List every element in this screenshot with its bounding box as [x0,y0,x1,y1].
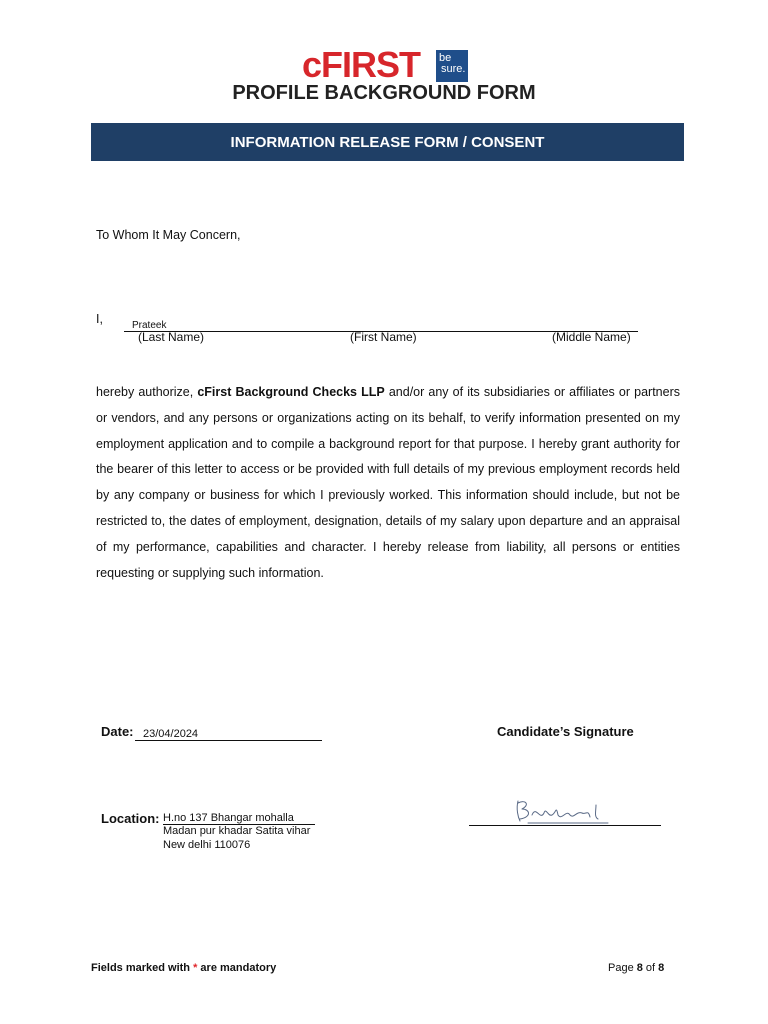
location-line-2: Madan pur khadar Satita vihar [163,825,311,837]
location-line-3: New delhi 110076 [163,839,251,851]
caption-first-name: (First Name) [350,330,417,344]
consent-prefix: hereby authorize, [96,385,198,399]
page-number [608,962,664,974]
handwritten-signature [512,795,616,827]
salutation: To Whom It May Concern, [96,228,241,242]
logo-tag [436,50,468,82]
date-label: Date: [101,724,134,739]
form-title: PROFILE BACKGROUND FORM [232,82,536,104]
banner-title: INFORMATION RELEASE FORM / CONSENT [230,133,545,151]
mandatory-asterisk: * [193,962,198,974]
page-current: 8 [636,962,643,974]
company-name: cFirst Background Checks LLP [197,385,385,399]
pronoun: I, [96,312,103,326]
logo-tag-line1: be [439,52,452,64]
page-total: 8 [658,962,665,974]
footer-note-text: Fields marked with [91,962,194,974]
consent-paragraph [96,380,680,586]
footer-mandatory-note [91,962,276,974]
footer-note-text-end: are mandatory [197,962,277,974]
location-line-1: H.no 137 Bhangar mohalla [163,812,315,825]
name-value: Prateek [132,320,167,331]
section-banner [91,123,684,161]
page-prefix: Page [608,962,637,974]
location-label: Location: [101,811,160,826]
page-of: of [642,962,659,974]
logo-tag-line2: sure. [441,63,466,75]
signature-line [469,825,661,826]
logo-wordmark: cFIRST [302,44,421,85]
date-value: 23/04/2024 [143,728,199,740]
signature-label: Candidate’s Signature [497,724,634,739]
caption-last-name: (Last Name) [138,330,205,344]
caption-middle-name: (Middle Name) [552,330,631,344]
consent-text: and/or any of its subsidiaries or affiliates or partners or vendors, and any persons or organizations acting on its behalf, to verify information presented on my employment application and to compile a background report for that purpose. I hereby grant authority for the bearer of this letter to access or be provided with full details of my previous employment records held by any company or business for which I previously worked. This information should include, but not be restricted to, the dates of employment, designation, details of my salary upon departure and an appraisal of my performance, capabilities and character. I hereby release from liability, all persons or entities requesting or supplying such information. [96,385,680,580]
